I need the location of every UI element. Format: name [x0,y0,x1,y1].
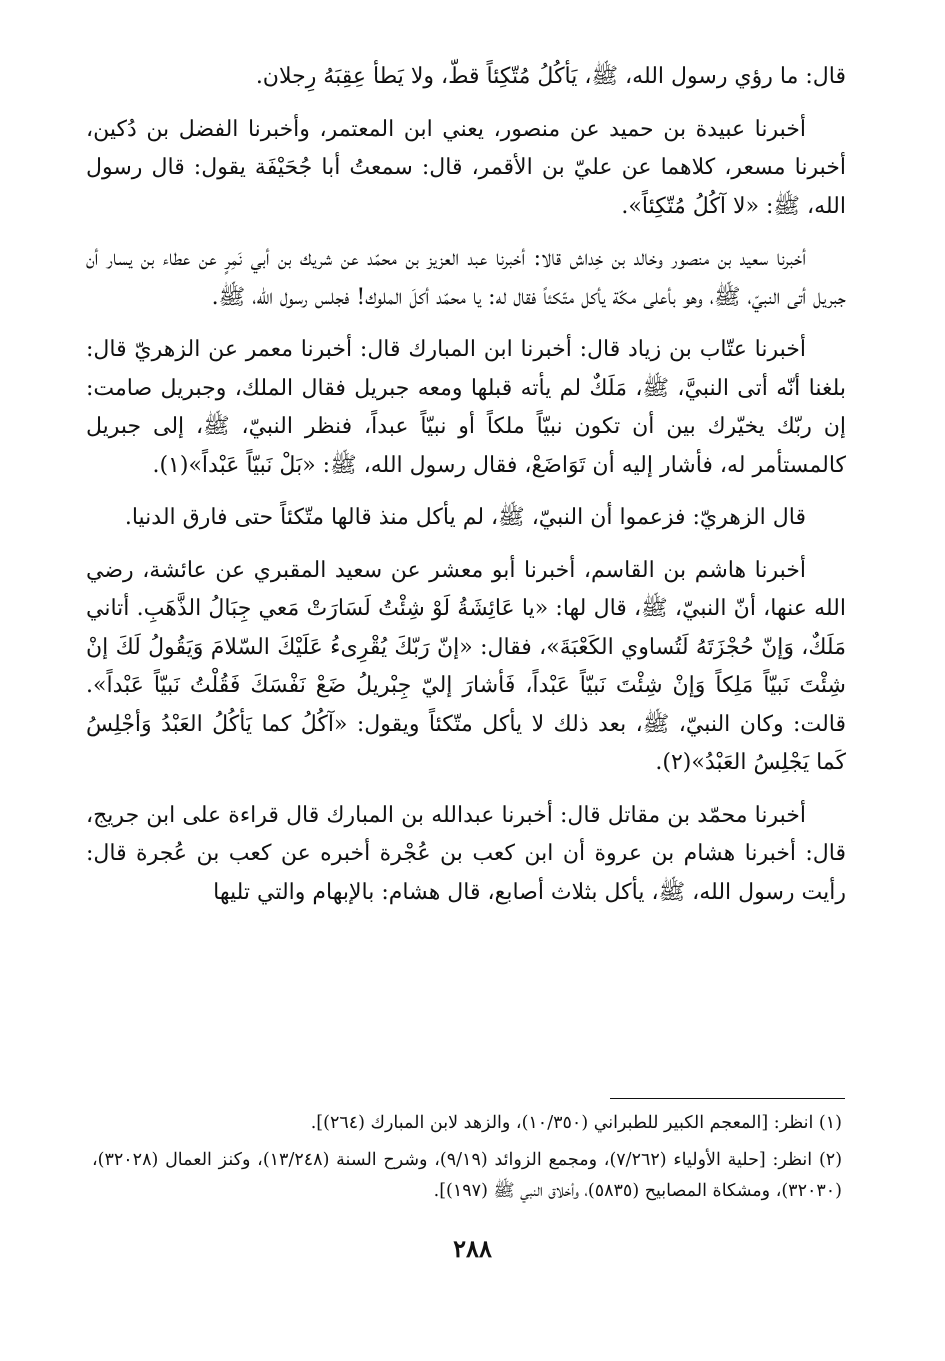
paragraph: قال: ما رؤي رسول الله، ﷺ، يَأكُلُ مُتّكِئاً قطّ، ولا يَطأ عِقِبَهُ رِجلان. [255,64,846,89]
paragraph: أخبرنا عبيدة بن حميد عن منصور، يعني ابن المعتمر، وأخبرنا الفضل بن دُكين، أخبرنا مسعر، كلاهما عن عليّ بن الأقمر، قال: سمعتُ أبا جُحَيْفَة يقول: قال رسول الله، ﷺ: «لا آكُلُ مُتّكِئاً». [86,116,846,219]
paragraph: أخبرنا هاشم بن القاسم، أخبرنا أبو معشر عن سعيد المقبري عن عائشة، رضي الله عنها، أنّ النبيّ، ﷺ، قال لها: «يا عَائِشَةُ لَوْ شِئْتُ لَسَارَتْ مَعي جِبَالُ الذَّهَبِ. أتاني مَلَكٌ، وَإنّ حُجْزَتَهُ لَتُساوي الكَعْبَةَ»، فقال: «إنّ رَبّكَ يُقْرِىءُ عَلَيْكَ السّلامَ وَيَقُولُ لَكَ إنْ شِئْتَ نَبيّاً مَلِكاً وَإنْ شِئْتَ نَبيّاً عَبْداً، فَأشارَ إليّ جِبْريلُ ضَعْ نَفْسَكَ فَقُلْتُ نَبيّاً عَبْداً». قالت: وكان النبيّ، ﷺ، بعد ذلك لا يأكل متّكئاً ويقول: «آكُلُ كما يَأكُلُ العَبْدُ وَأجْلِسُ كَما يَجْلِسُ العَبْدُ»(٢). [86,557,846,775]
paragraph: قال الزهريّ: فزعموا أن النبيّ، ﷺ، لم يأكل منذ قالها متّكئاً حتى فارق الدنيا. [124,505,806,530]
footnotes [92,1108,842,1213]
page-number: ٢٨٨ [453,1234,492,1263]
paragraph: أخبرنا سعيد بن منصور وخالد بن خِداش قالا: أخبرنا عبد العزيز بن محمّد عن شريك بن أبي نَمِرٍ عن عطاء بن يسار أن جبريل أتى النبيّ، ﷺ، وهو بأعلى مكّة يأكل متّكئاً فقال له: يا محمّد أكلَ الملوك! فجلس رسول الله، ﷺ. [86,246,846,310]
footnote: (١) انظر: [المعجم الكبير للطبراني (١٠/٣٥٠)، والزهد لابن المبارك (٢٦٤)]. [310,1113,842,1133]
main-text [86,58,846,926]
paragraph: أخبرنا محمّد بن مقاتل قال: أخبرنا عبدالله بن المبارك قال قراءة على ابن جريج، قال: أخبرنا هشام بن عروة أن ابن كعب بن عُجْرة أخبره عن كعب بن عُجرة قال: رأيت رسول الله، ﷺ، يأكل بثلاث أصابع، قال هشام: بالإبهام والتي تليها [86,802,846,905]
footnote: (٢) انظر: [حلية الأولياء (٧/٢٦٢)، ومجمع الزوائد (٩/١٩)، وشرح السنة (١٣/٢٤٨)، وكنز العمال (٣٢٠٢٨)، (٣٢٠٣٠)، ومشكاة المصابيح (٥٨٣٥)، وأخلاق النبي ﷺ (١٩٧)]. [92,1150,843,1201]
footnote-divider [610,1098,845,1099]
paragraph: أخبرنا عتّاب بن زياد قال: أخبرنا ابن المبارك قال: أخبرنا معمر عن الزهريّ قال: بلغنا أنّه أتى النبيَّ، ﷺ، مَلَكٌ لم يأته قبلها ومعه جبريل فقال الملك، وجبريل صامت: إن ربّك يخيّرك بين أن تكون نبيّاً ملكاً أو نبيّاً عبداً، فنظر النبيّ، ﷺ، إلى جبريل كالمستأمر له، فأشار إليه أن تَوَاضَعْ، فقال رسول الله، ﷺ: «بَلْ نَبيّاً عَبْداً»(١). [86,337,846,478]
